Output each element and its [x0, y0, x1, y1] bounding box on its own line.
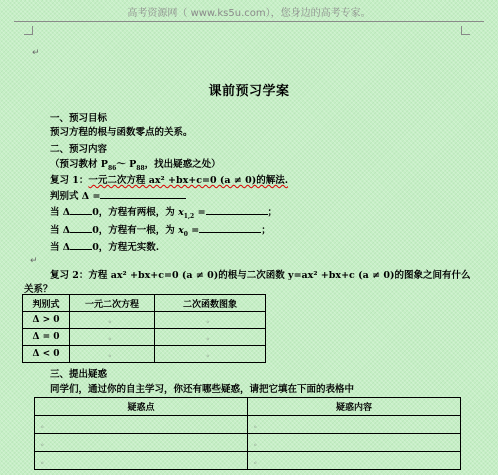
cell-mark: 。 [108, 316, 116, 324]
case-two-var: x [178, 207, 184, 218]
table-cell[interactable] [155, 329, 266, 346]
paragraph-mark: ↵ [32, 48, 40, 58]
section3-body: 同学们，通过你的自主学习，你还有哪些疑惑，请把它填在下面的表格中 [50, 384, 355, 395]
margin-corner-right [461, 26, 470, 35]
table-row [23, 312, 266, 329]
review1 [50, 172, 288, 186]
review2-continued: 关系？ [24, 284, 53, 295]
case-no-root [50, 239, 159, 253]
note-page-start: 86 [107, 164, 117, 172]
page-header: 高考资源网（ www.ks5u.com），您身边的高考专家。 [127, 8, 371, 19]
header-discriminant: 判别式 [23, 295, 70, 312]
header-function-graph: 二次函数图象 [155, 295, 266, 312]
table-row [23, 346, 266, 363]
case-two-prefix: 当 Δ [50, 207, 71, 218]
note-prefix: （预习教材 P [50, 159, 108, 170]
case-one-sign-blank[interactable] [70, 223, 92, 233]
cell-mark: 。 [41, 438, 48, 447]
table-cell[interactable] [155, 312, 266, 329]
cell-mark: 。 [41, 420, 48, 429]
discriminant-label: 判别式 Δ = [50, 191, 101, 202]
table-cell[interactable] [248, 434, 461, 452]
table-row [23, 329, 266, 346]
review2-prefix: 复习 2： [50, 270, 89, 281]
section2-note [50, 156, 221, 172]
table-row [35, 452, 461, 470]
row-label: Δ = 0 [23, 329, 70, 346]
case-one-var: x [178, 225, 184, 236]
table-cell[interactable] [70, 346, 155, 363]
cell-mark: 。 [108, 350, 116, 358]
header-question-content: 疑惑内容 [248, 398, 461, 416]
note-mid: ～ P [116, 159, 137, 170]
table-row [35, 434, 461, 452]
case-one-sub: 0 [183, 230, 188, 238]
review1-body: 一元二次方程 ax² +bx+c=0 (a ≠ 0)的解法. [88, 175, 289, 186]
discriminant-table [22, 294, 266, 363]
table-cell[interactable] [35, 452, 248, 470]
case-two-eq: = [197, 207, 206, 218]
case-one-answer-blank[interactable] [199, 223, 261, 233]
page-title: 课前预习学案 [208, 84, 290, 99]
row-label: Δ < 0 [23, 346, 70, 363]
table-cell[interactable] [35, 416, 248, 434]
cell-mark: 。 [206, 333, 214, 341]
cell-mark: 。 [41, 456, 48, 465]
case-one-text: 0，方程有一根，为 [92, 225, 175, 236]
section2-heading: 二、预习内容 [50, 144, 108, 155]
case-two-sign-blank[interactable] [70, 205, 92, 215]
cell-mark: 。 [206, 316, 214, 324]
case-two-text: 0，方程有两根，为 [92, 207, 175, 218]
cell-mark: 。 [254, 456, 261, 465]
header-quadratic-equation: 一元二次方程 [70, 295, 155, 312]
row-label: Δ > 0 [23, 312, 70, 329]
questions-table [34, 397, 461, 470]
cell-mark: 。 [108, 333, 116, 341]
case-one-eq: = [191, 225, 200, 236]
section3-heading: 三、提出疑惑 [50, 369, 108, 380]
header-rule [14, 21, 484, 22]
table-cell[interactable] [35, 434, 248, 452]
review2 [50, 267, 470, 281]
case-two-roots: 当 Δ 0，方程有两根，为 $x_{1,2}$ = ； [50, 207, 278, 220]
table-cell[interactable] [155, 346, 266, 363]
case-none-text: 0，方程无实数. [92, 242, 160, 253]
table-header-row [35, 398, 461, 416]
table-cell[interactable] [248, 452, 461, 470]
case-two-answer-blank[interactable] [206, 205, 268, 215]
table-header-row [23, 295, 266, 312]
note-suffix: ，找出疑惑之处） [144, 159, 221, 170]
table-cell[interactable] [248, 416, 461, 434]
case-two-sub: 1,2 [183, 212, 195, 220]
paragraph-mark: ↵ [30, 256, 38, 266]
section1-heading: 一、预习目标 [50, 113, 108, 124]
section1-body: 预习方程的根与函数零点的关系。 [50, 127, 193, 138]
margin-corner-left [24, 26, 33, 35]
case-none-sign-blank[interactable] [70, 240, 92, 250]
note-page-end: 88 [136, 164, 145, 172]
cell-mark: 。 [254, 420, 261, 429]
table-cell[interactable] [70, 312, 155, 329]
cell-mark: 。 [206, 350, 214, 358]
discriminant-line [50, 188, 186, 202]
table-row [35, 416, 461, 434]
discriminant-blank[interactable] [100, 189, 186, 199]
case-none-prefix: 当 Δ [50, 242, 71, 253]
review1-prefix: 复习 1： [50, 175, 89, 186]
review2-body: 方程 ax² +bx+c=0 (a ≠ 0)的根与二次函数 y=ax² +bx+c (a ≠ 0)的图象之间有什么 [88, 270, 471, 281]
header-question-point: 疑惑点 [35, 398, 248, 416]
table-cell[interactable] [70, 329, 155, 346]
cell-mark: 。 [254, 438, 261, 447]
case-one-root: 当 Δ 0，方程有一根，为 $x_0$ = ； [50, 225, 271, 238]
case-one-prefix: 当 Δ [50, 225, 71, 236]
